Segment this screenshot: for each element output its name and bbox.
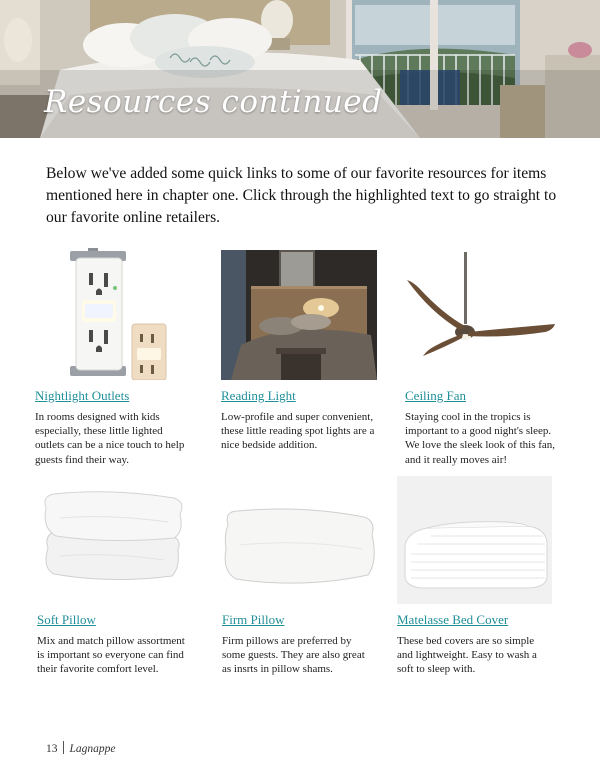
header-banner (0, 0, 600, 138)
page-footer (46, 741, 116, 755)
ceiling-fan-description: Staying cool in the tropics is important to a good night's sleep. We love the sleek look of this fan, and it really moves air! (405, 411, 556, 466)
soft-pillow-link[interactable]: Soft Pillow (37, 612, 96, 627)
firm-pillow-link[interactable]: Firm Pillow (222, 612, 285, 627)
ceiling-fan-image (405, 252, 557, 358)
reading-light-link[interactable]: Reading Light (221, 388, 296, 403)
soft-pillow-image (40, 488, 190, 586)
reading-light-description: Low-profile and super convenient, these little reading spot lights are a nice bedside addition. (221, 411, 375, 452)
footer-divider (63, 741, 64, 754)
reading-light-image (221, 250, 377, 380)
page-number: 13 (46, 743, 58, 755)
intro-paragraph: Below we've added some quick links to some of our favorite resources for items mentioned here in chapter one. Click through the highlighted text to go straight to our favorite online retailers. (46, 165, 557, 226)
firm-pillow-image (222, 505, 378, 589)
bed-cover-link[interactable]: Matelasse Bed Cover (397, 612, 509, 627)
nightlight-outlets-description: In rooms designed with kids especially, these little lighted outlets can be a nice touch to help guests find their way. (35, 411, 185, 466)
firm-pillow-description: Firm pillows are preferred by some guests. They are also great as insrts in pillow shams. (222, 635, 365, 676)
page-title: Resources continued (44, 84, 383, 120)
publication-name: Lagnappe (69, 743, 116, 755)
soft-pillow-description: Mix and match pillow assortment is important so everyone can find their favorite comfort level. (37, 635, 185, 676)
ceiling-fan-link[interactable]: Ceiling Fan (405, 388, 467, 403)
outlet-image (68, 248, 170, 380)
bed-cover-description: These bed covers are so simple and lightweight. Easy to wash a soft to sleep with. (397, 635, 537, 676)
bed-cover-image (397, 476, 552, 604)
nightlight-outlets-link[interactable]: Nightlight Outlets (35, 388, 130, 403)
